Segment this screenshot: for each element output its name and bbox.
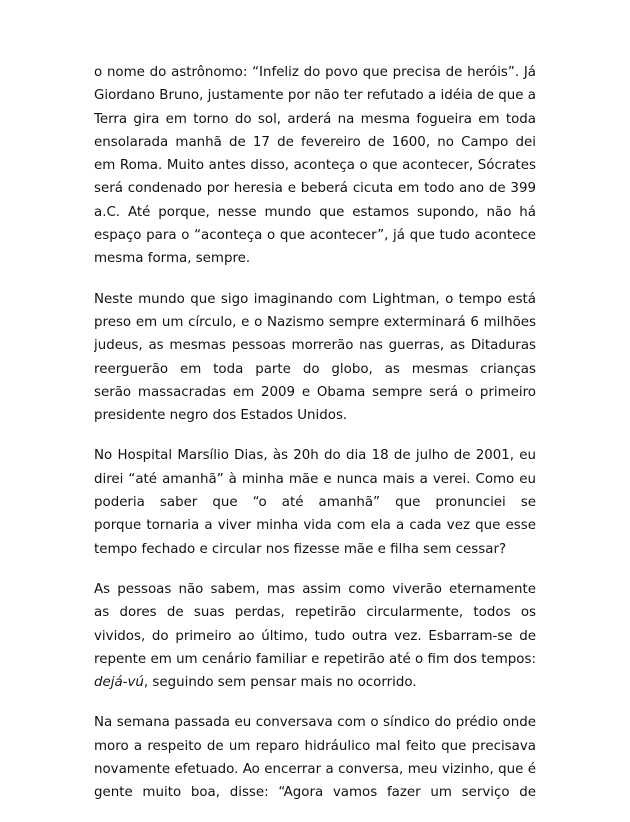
- text-line: o nome do astrônomo: “Infeliz do povo que precisa de heróis”. Já: [94, 65, 536, 80]
- text-line: as dores de suas perdas, repetirão circularmente, todos os: [94, 605, 536, 621]
- text-line: porque tornaria a viver minha vida com ela a cada vez que esse: [94, 518, 536, 534]
- paragraph-1: [94, 61, 536, 271]
- paragraph-5: [94, 711, 536, 804]
- text-line: será condenado por heresia e beberá cicuta em todo ano de 399: [94, 181, 536, 197]
- text-line: moro a respeito de um reparo hidráulico mal feito que precisava: [94, 738, 536, 754]
- text-line: preso em um círculo, e o Nazismo sempre exterminará 6 milhões: [94, 314, 536, 330]
- text-line: direi “até amanhã” à minha mãe e nunca mais a verei. Como eu: [94, 471, 536, 487]
- text-line: No Hospital Marsílio Dias, às 20h do dia 18 de julho de 2001, eu: [94, 448, 536, 464]
- text-line: As pessoas não sabem, mas assim como viverão eternamente: [94, 581, 536, 597]
- text-line: judeus, as mesmas pessoas morrerão nas guerras, as Ditaduras: [94, 338, 536, 354]
- text-line: serão massacradas em 2009 e Obama sempre será o primeiro: [94, 384, 536, 400]
- text-fragment: , seguindo sem pensar mais no ocorrido.: [143, 675, 417, 691]
- text-line: repente em um cenário familiar e repetirão até o fim dos tempos:: [94, 651, 536, 667]
- text-line: mesma forma, sempre.: [94, 251, 251, 267]
- text-line: Giordano Bruno, justamente por não ter refutado a idéia de que a: [94, 88, 536, 104]
- text-line: Neste mundo que sigo imaginando com Lightman, o tempo está: [94, 291, 536, 307]
- text-line: a.C. Até porque, nesse mundo que estamos supondo, não há: [94, 204, 536, 220]
- text-line: Terra gira em torno do sol, arderá na mesma fogueira em toda: [94, 111, 536, 127]
- paragraph-4: [94, 578, 536, 694]
- text-line: presidente negro dos Estados Unidos.: [94, 408, 348, 424]
- text-line: novamente efetuado. Ao encerrar a conversa, meu vizinho, que é: [94, 762, 536, 778]
- text-line: reerguerão em toda parte do globo, as mesmas crianças: [94, 361, 536, 377]
- paragraph-2: [94, 288, 536, 428]
- paragraph-3: [94, 444, 536, 560]
- text-line: Na semana passada eu conversava com o síndico do prédio onde: [94, 715, 536, 731]
- body-text: [94, 61, 536, 822]
- text-line: tempo fechado e circular nos fizesse mãe e filha sem cessar?: [94, 541, 507, 557]
- text-line: poderia saber que “o até amanhã” que pronunciei se: [94, 495, 536, 511]
- text-line: gente muito boa, disse: “Agora vamos fazer um serviço de: [94, 785, 536, 801]
- text-line: ensolarada manhã de 17 de fevereiro de 1600, no Campo dei: [94, 134, 536, 150]
- italic-term: dejá-vú: [94, 675, 144, 691]
- text-line: em Roma. Muito antes disso, aconteça o que acontecer, Sócrates: [94, 158, 536, 174]
- text-line: vividos, do primeiro ao último, tudo outra vez. Esbarram-se de: [94, 628, 536, 644]
- text-line: [94, 671, 536, 694]
- text-line: espaço para o “aconteça o que acontecer”, já que tudo acontece: [94, 228, 536, 244]
